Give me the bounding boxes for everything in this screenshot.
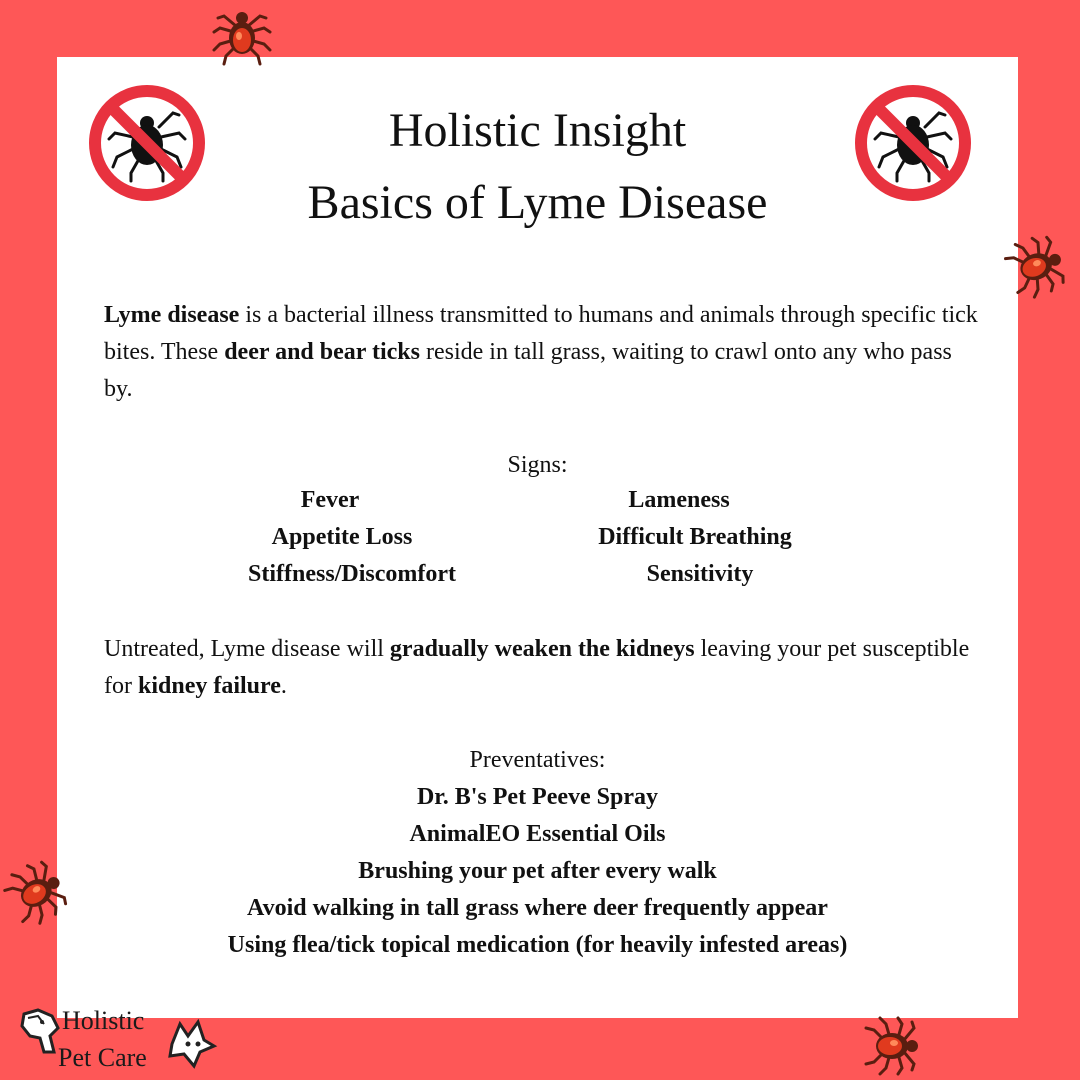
logo-line-2: Pet Care (58, 1043, 147, 1072)
preventative-item: Brushing your pet after every walk (358, 858, 717, 884)
tick-icon (862, 1014, 926, 1078)
sign-item: Stiffness/Discomfort (248, 561, 456, 587)
preventatives-list (57, 779, 1018, 964)
preventative-item: AnimalEO Essential Oils (409, 821, 666, 847)
untreated-text-c: leaving your pet susceptible for (104, 636, 970, 699)
untreated-paragraph (104, 631, 984, 705)
intro-term: Lyme disease (104, 302, 240, 328)
intro-text-c: reside in tall grass, waiting to crawl onto any who pass by. (104, 339, 952, 402)
tick-icon (210, 4, 274, 68)
intro-paragraph (104, 297, 984, 408)
intro-text-a: is a bacterial illness transmitted to humans and animals through specific tick bites. These (104, 302, 978, 365)
logo-line-1: Holistic (62, 1006, 145, 1035)
sign-item: Fever (300, 487, 360, 513)
brand-logo (14, 1000, 224, 1080)
title-line-1: Holistic Insight (388, 104, 687, 157)
sign-item: Difficult Breathing (598, 524, 792, 550)
preventative-item: Using flea/tick topical medication (for heavily infested areas) (227, 932, 848, 958)
untreated-bold-failure: kidney failure (137, 673, 281, 699)
untreated-text-a: Untreated, Lyme disease will (104, 636, 390, 662)
sign-item: Lameness (628, 487, 730, 513)
page-title (57, 95, 1018, 239)
preventative-item: Dr. B's Pet Peeve Spray (416, 784, 659, 810)
intro-bold-ticks: deer and bear ticks (224, 339, 420, 365)
title-line-2: Basics of Lyme Disease (307, 176, 768, 229)
preventatives-heading: Preventatives: (469, 747, 606, 773)
sign-item: Appetite Loss (271, 524, 413, 550)
cat-icon (164, 1016, 218, 1070)
untreated-bold-kidneys: gradually weaken the kidneys (389, 636, 695, 662)
sign-item: Sensitivity (646, 561, 754, 587)
untreated-text-e: . (280, 673, 287, 699)
preventative-item: Avoid walking in tall grass where deer frequently appear (247, 895, 828, 921)
signs-heading: Signs: (507, 452, 568, 478)
